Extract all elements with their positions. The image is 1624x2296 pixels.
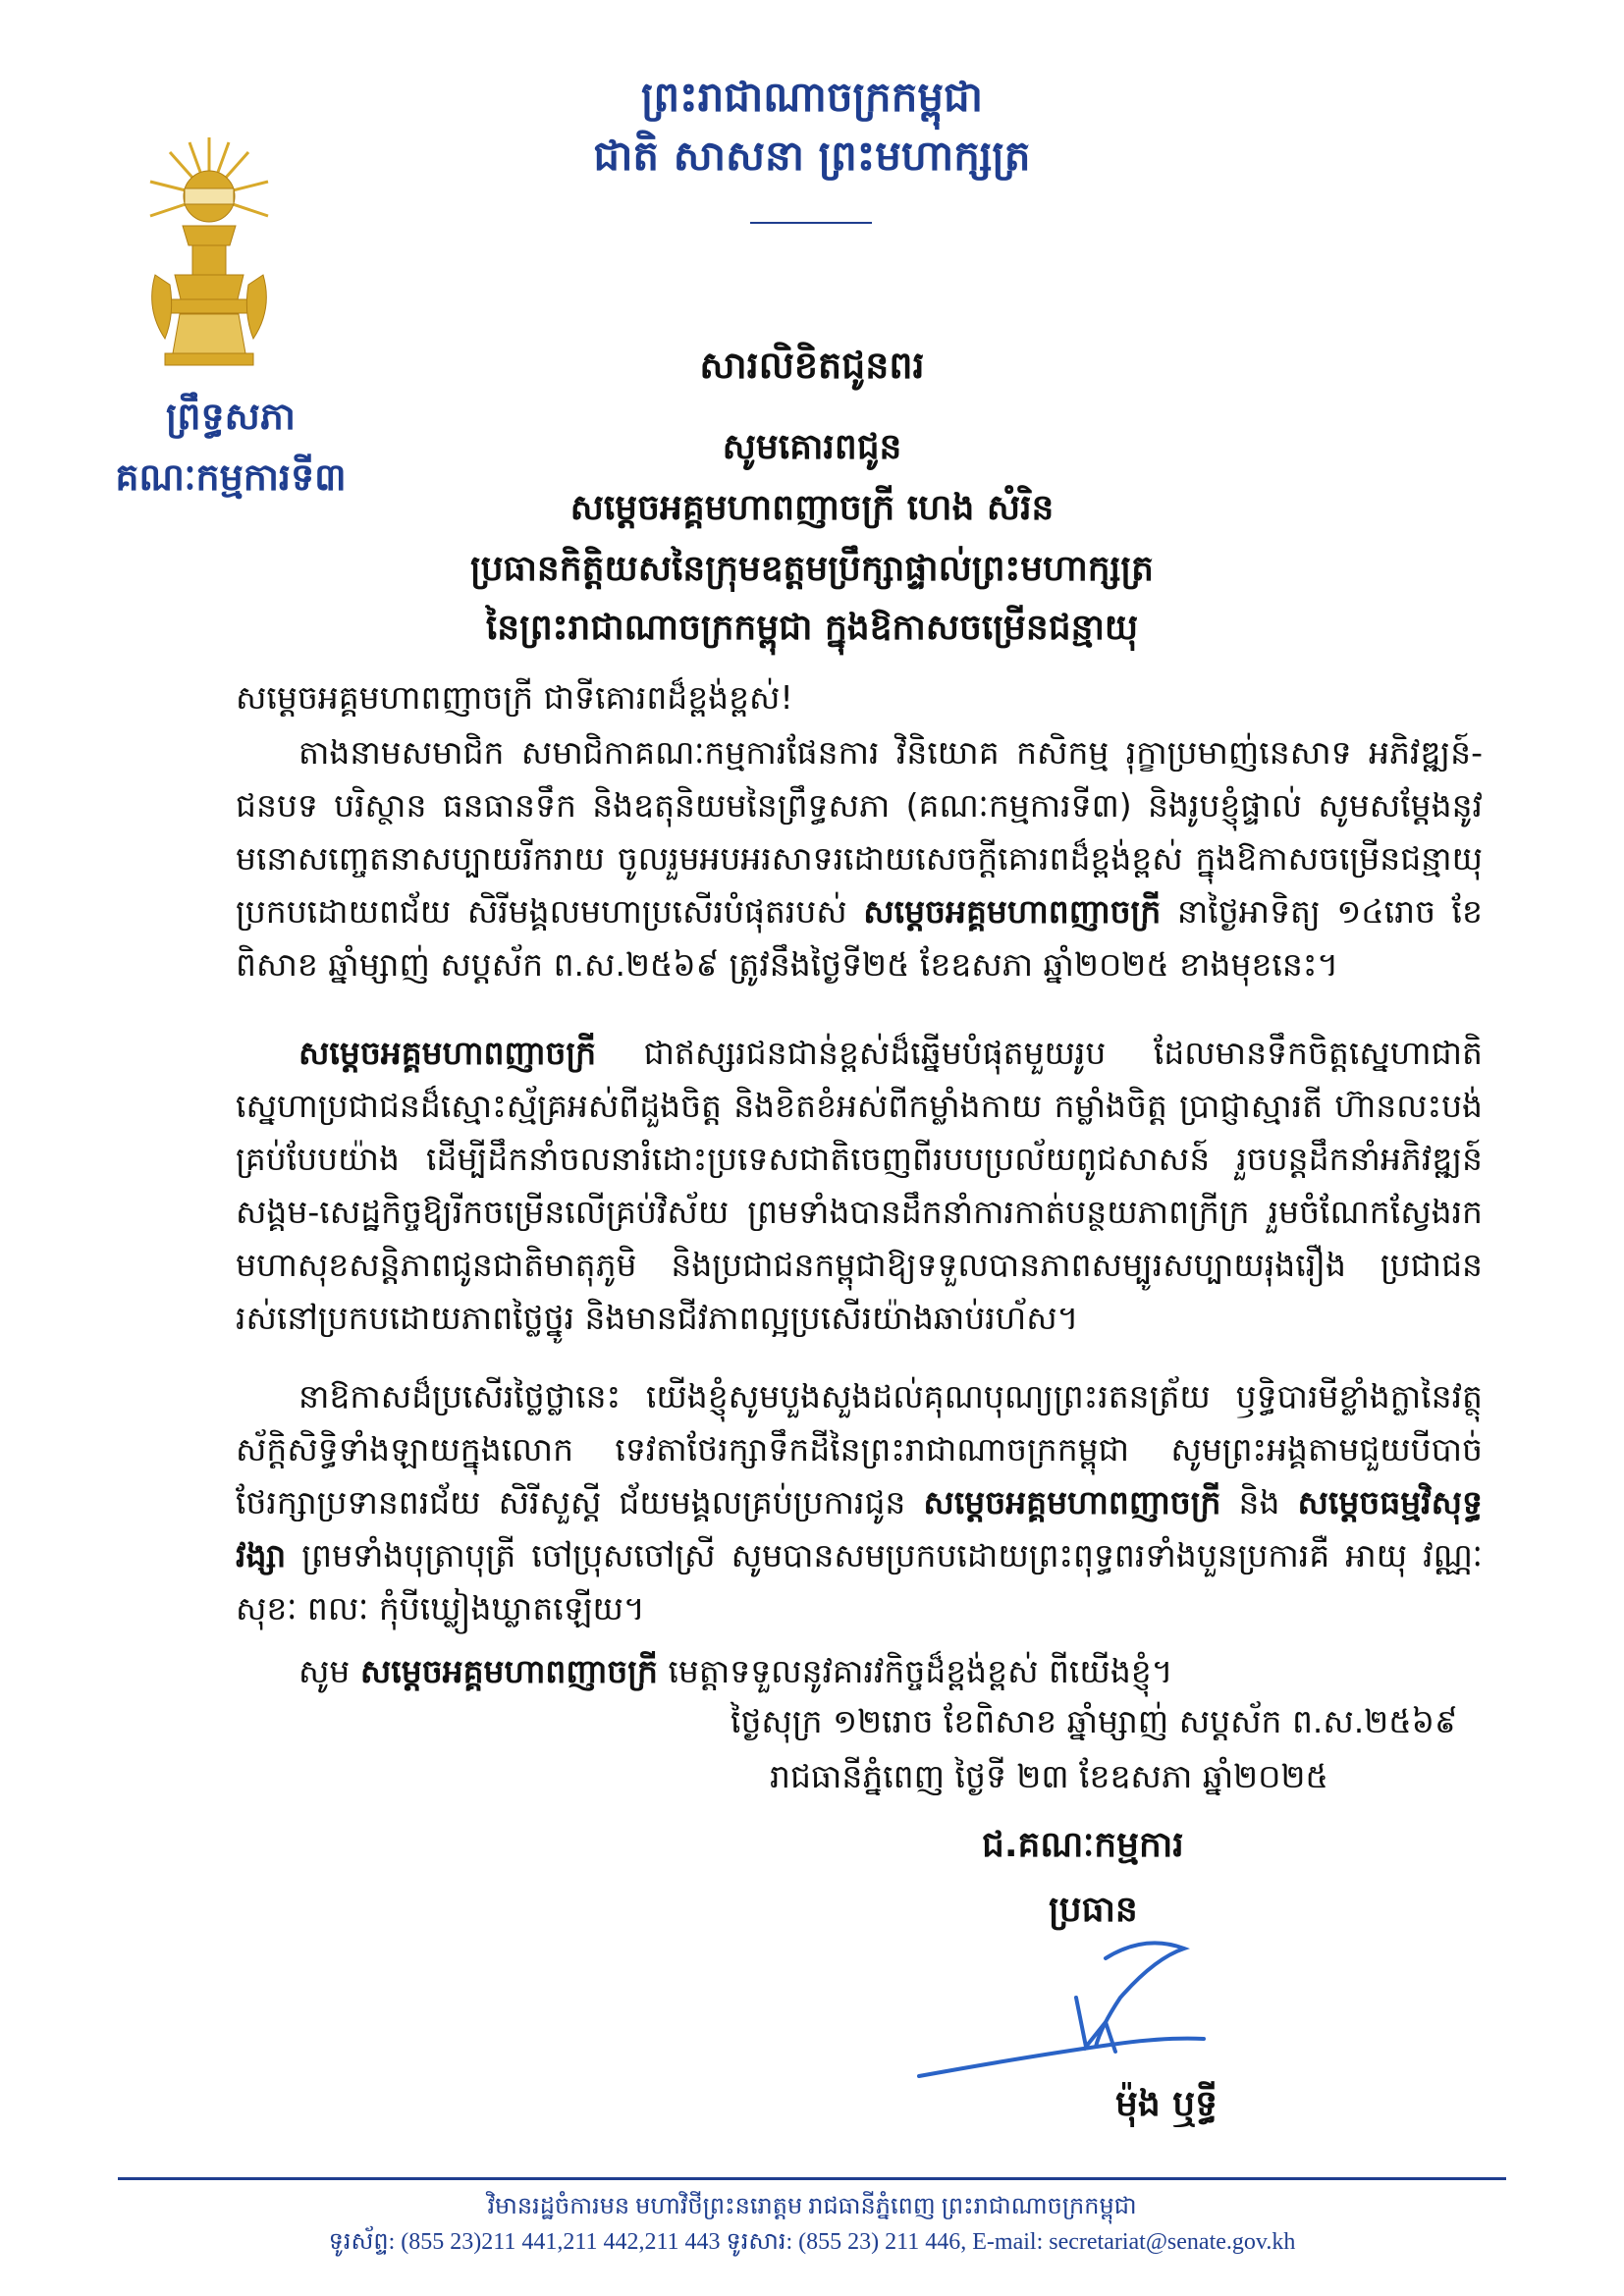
gregorian-date: រាជធានីភ្នំពេញ ថ្ងៃទី ២៣ ខែឧសភា ឆ្នាំ២០២៥ [770, 1757, 1328, 1795]
honorific-name-spouse: សម្តេចធម្មវិសុទ្ធវង្សា [236, 1483, 1483, 1575]
signer-name: ម៉ុង ឬទ្ធី [1115, 2084, 1218, 2124]
paragraph-text: នាថ្ងៃអាទិត្យ ១៤រោច ខែពិសាខ ឆ្នាំម្សាញ់ សប្តស័ក ព.ស.២៥៦៩ ត្រូវនឹងថ្ងៃទី២៥ ខែឧសភា ឆ្នាំ២០២៥ ខាងមុខនេះ។ [236, 892, 1483, 984]
paragraph-text: ជាឥស្សរជនជាន់ខ្ពស់ដ៏ឆ្នើមបំផុតមួយរូប ដែលមានទឹកចិត្តស្នេហាជាតិ ស្នេហាប្រជាជនដ៏ស្មោះស្ម័គ្រអស់ពីដួងចិត្ត និងខិតខំអស់ពីកម្លាំងកាយ កម្លាំងចិត្ត ប្រាជ្ញាស្មារតី ហ៊ានលះបង់គ្រប់បែបយ៉ាង ដើម្បីដឹកនាំចលនារំដោះប្រទេសជាតិចេញពីរបបប្រល័យពូជសាសន៍ រួចបន្តដឹកនាំអភិវឌ្ឍន៍សង្គម-សេដ្ឋកិច្ចឱ្យរីកចម្រើនលើគ្រប់វិស័យ ព្រមទាំងបានដឹកនាំការកាត់បន្ថយភាពក្រីក្រ រួមចំណែកស្វែងរកមហាសុខសន្តិភាពជូនជាតិមាតុភូមិ និងប្រជាជនកម្ពុជាឱ្យទទួលបានភាពសម្បូរសប្បាយរុងរឿង ប្រជាជនរស់នៅប្រកបដោយភាពថ្លៃថ្នូរ និងមានជីវភាពល្អប្រសើរយ៉ាងឆាប់រហ័ស។ [236, 1034, 1483, 1337]
addressee-occasion: នៃព្រះរាជាណាចក្រកម្ពុជា ក្នុងឱកាសចម្រើនជន្មាយុ [485, 608, 1139, 648]
honorific-name: សម្តេចអគ្គមហាពញាចក្រី [923, 1483, 1221, 1522]
addressee-name: សម្តេចអគ្គមហាពញាចក្រី ហេង សំរិន [569, 488, 1055, 528]
lunar-date: ថ្ងៃសុក្រ ១២រោច ខែពិសាខ ឆ្នាំម្សាញ់ សប្តស័ក ព.ស.២៥៦៩ [731, 1702, 1458, 1740]
institution-name: ព្រឹទ្ធសភា [166, 395, 296, 438]
closing-text: មេត្តាទទួលនូវគារវកិច្ចដ៏ខ្ពង់ខ្ពស់ ពីយើងខ្ញុំ។ [657, 1652, 1173, 1690]
senate-emblem-icon [135, 128, 283, 373]
national-motto: ជាតិ សាសនា ព្រះមហាក្សត្រ [593, 132, 1031, 180]
commission-name: គណៈកម្មការទី៣ [115, 455, 347, 499]
honorific-name: សម្តេចអគ្គមហាពញាចក្រី [298, 1034, 597, 1072]
addressee-line: សូមគោរពជូន [722, 427, 902, 467]
closing-text: សូម [298, 1652, 360, 1690]
honorific-name: សម្តេចអគ្គមហាពញាចក្រី [863, 892, 1162, 931]
kingdom-name: ព្រះរាជាណាចក្រកម្ពុជា [640, 73, 984, 121]
body-paragraph-1 [236, 726, 1483, 991]
honorific-name: សម្តេចអគ្គមហាពញាចក្រី [359, 1652, 658, 1690]
footer-divider [118, 2177, 1506, 2180]
paragraph-text: តាងនាមសមាជិក សមាជិកាគណៈកម្មការផែនការ វិនិយោគ កសិកម្ម រុក្ខាប្រមាញ់នេសាទ អភិវឌ្ឍន៍-ជនបទ បរិស្ថាន ធនធានទឹក និងឧតុនិយមនៃព្រឹទ្ធសភា (គណៈកម្មការទី៣) និងរូបខ្ញុំផ្ទាល់ សូមសម្តែងនូវមនោសញ្ចេតនាសប្បាយរីករាយ ចូលរួមអបអរសាទរដោយសេចក្តីគោរពដ៏ខ្ពង់ខ្ពស់ ក្នុងឱកាសចម្រើនជន្មាយុប្រកបដោយពជ័យ សិរីមង្គលមហាប្រសើរបំផុតរបស់ [236, 733, 1483, 931]
header-divider [750, 222, 872, 224]
footer-address: វិមានរដ្ឋចំការមន មហាវិថីព្រះនរោត្តម រាជធានីភ្នំពេញ ព្រះរាជាណាចក្រកម្ពុជា [487, 2194, 1137, 2219]
signature-role: ប្រធាន [1049, 1890, 1138, 1930]
body-paragraph-2 [236, 1027, 1483, 1345]
paragraph-text: នាឱកាសដ៏ប្រសើរថ្លៃថ្លានេះ យើងខ្ញុំសូមបួងសួងដល់គុណបុណ្យព្រះរតនត្រ័យ ឫទ្ធិបារមីខ្លាំងក្លានៃវត្ថុស័ក្តិសិទ្ធិទាំងឡាយក្នុងលោក ទេវតាថែរក្សាទឹកដីនៃព្រះរាជាណាចក្រកម្ពុជា សូមព្រះអង្គតាមជួយបីបាច់ថែរក្សាប្រទានពរជ័យ សិរីសួស្តី ជ័យមង្គលគ្រប់ប្រការជូន [236, 1377, 1483, 1522]
paragraph-text: ព្រមទាំងបុត្រាបុត្រី ចៅប្រុសចៅស្រី សូមបានសមប្រកបដោយព្រះពុទ្ធពរទាំងបួនប្រការគឺ អាយុ វណ្ណៈ សុខៈ ពលៈ កុំបីឃ្លៀងឃ្លាតឡើយ។ [236, 1536, 1483, 1628]
body-paragraph-3 [236, 1370, 1483, 1635]
addressee-position: ប្រធានកិត្តិយសនៃក្រុមឧត្តមប្រឹក្សាផ្ទាល់ព្រះមហាក្សត្រ [470, 549, 1154, 589]
footer-contact: ទូរស័ព្ទ: (855 23)211 441,211 442,211 443 ទូរសារ: (855 23) 211 446, E-mail: secretariat@senate.gov.kh [328, 2229, 1296, 2255]
greeting: សម្តេចអគ្គមហាពញាចក្រី ជាទីគោរពដ៏ខ្ពង់ខ្ពស់! [236, 678, 793, 717]
handwritten-signature [909, 1929, 1233, 2096]
signature-behalf: ជ.គណៈកម្មការ [982, 1825, 1184, 1865]
paragraph-text: និង [1220, 1483, 1298, 1522]
closing-line [298, 1645, 1477, 1698]
page-title: សារលិខិតជូនពរ [699, 344, 925, 387]
